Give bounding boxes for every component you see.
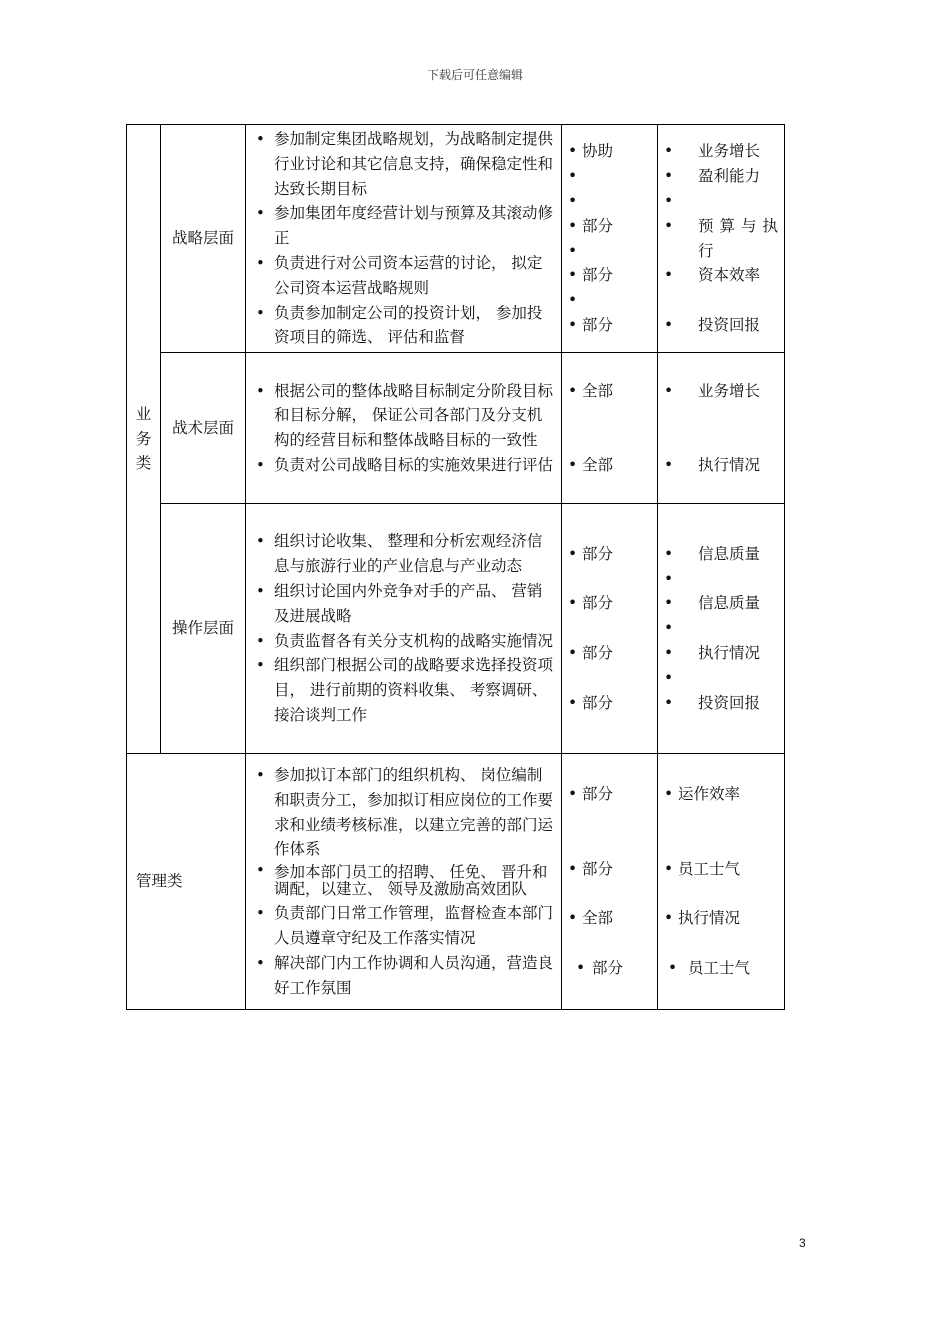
indicator-value: 信息质量 <box>698 594 761 613</box>
list-item: • 参加制定集团战略规划，为战略制定提供行业讨论和其它信息支持，确保稳定性和达致长期目标 <box>256 127 555 201</box>
authority-value: 全部 <box>582 455 614 474</box>
authority-value: 部分 <box>582 216 614 235</box>
duties-strategic <box>246 125 562 353</box>
list-item: • 负责监督各有关分支机构的战略实施情况 <box>256 629 555 654</box>
duties-management <box>246 754 562 1010</box>
list-item: • 组织部门根据公司的战略要求选择投资项目， 进行前期的资料收集、 考察调研、 接洽谈判工作 <box>256 653 555 727</box>
authority-management: • 部分 • 部分 • 全部 • 部分 <box>562 754 658 1010</box>
indicator-value: 盈利能力 <box>698 167 761 186</box>
indicator-value: 执行情况 <box>678 909 741 928</box>
indicator-value: 业务增长 <box>698 381 761 400</box>
level-tactical: 战术层面 <box>161 353 246 504</box>
list-item: • 参加本部门员工的招聘、 任免、 晋升和调配，以建立、 领导及激励高效团队 <box>256 862 555 901</box>
indicator-value: 投资回报 <box>698 693 761 712</box>
category-business <box>127 125 161 754</box>
page-number: 3 <box>799 1236 806 1250</box>
indicator-value: 执行情况 <box>698 455 761 474</box>
header-note: 下载后可任意编辑 <box>426 68 523 82</box>
indicator-value: 行 <box>698 241 714 260</box>
authority-value: 全部 <box>582 381 614 400</box>
list-item: • 根据公司的整体战略目标制定分阶段目标和目标分解， 保证公司各部门及分支机构的经营目标和整体战略目标的一致性 <box>256 379 555 453</box>
list-item: • 负责部门日常工作管理，监督检查本部门人员遵章守纪及工作落实情况 <box>256 901 555 951</box>
table-row-operational <box>127 504 785 754</box>
indicator-value: 业务增长 <box>698 142 761 161</box>
table-row-strategic <box>127 125 785 353</box>
indicator-value: 员工士气 <box>688 959 751 978</box>
authority-strategic: • 协助 • • • 部分 • • 部分 • • 部分 <box>562 125 658 353</box>
list-item: • 解决部门内工作协调和人员沟通，营造良好工作氛围 <box>256 951 555 1001</box>
indicator-value: 预算与执 <box>698 216 785 235</box>
authority-value: 部分 <box>582 785 614 804</box>
table-row-tactical <box>127 353 785 504</box>
indicator-value: 员工士气 <box>678 859 741 878</box>
authority-value: 协助 <box>582 142 614 161</box>
indicator-value: 执行情况 <box>698 644 761 663</box>
indicators-strategic: • 业务增长 • 盈利能力 • • 预算与执 行 • 资本效率 • 投资回报 <box>658 125 785 353</box>
level-operational: 操作层面 <box>161 504 246 754</box>
authority-value: 全部 <box>582 909 614 928</box>
duties-operational <box>246 504 562 754</box>
category-business-char: 业 <box>135 404 152 423</box>
authority-tactical: • 全部 • 全部 <box>562 353 658 504</box>
authority-value: 部分 <box>582 544 614 563</box>
authority-value: 部分 <box>582 266 614 285</box>
indicator-value: 投资回报 <box>698 315 761 334</box>
indicator-value: 信息质量 <box>698 544 761 563</box>
level-strategic: 战略层面 <box>161 125 246 353</box>
table-row-management <box>127 754 785 1010</box>
duties-tactical <box>246 353 562 504</box>
authority-value: 部分 <box>582 315 614 334</box>
list-item: • 参加集团年度经营计划与预算及其滚动修正 <box>256 201 555 251</box>
authority-value: 部分 <box>582 693 614 712</box>
list-item: • 组织讨论收集、 整理和分析宏观经济信息与旅游行业的产业信息与产业动态 <box>256 529 555 579</box>
list-item: • 负责对公司战略目标的实施效果进行评估 <box>256 453 555 478</box>
authority-operational: • 部分 • 部分 • 部分 • 部分 <box>562 504 658 754</box>
list-item: • 负责参加制定公司的投资计划， 参加投资项目的筛选、 评估和监督 <box>256 301 555 351</box>
authority-value: 部分 <box>582 859 614 878</box>
duty-table <box>126 124 785 1010</box>
indicators-tactical: • 业务增长 • 执行情况 <box>658 353 785 504</box>
indicator-value: 运作效率 <box>678 785 741 804</box>
authority-value: 部分 <box>592 959 624 978</box>
indicator-value: 资本效率 <box>698 266 761 285</box>
list-item: • 组织讨论国内外竞争对手的产品、 营销及进展战略 <box>256 579 555 629</box>
list-item: • 负责进行对公司资本运营的讨论， 拟定公司资本运营战略规则 <box>256 251 555 301</box>
category-business-char: 类 <box>135 454 152 473</box>
authority-value: 部分 <box>582 594 614 613</box>
list-item: • 参加拟订本部门的组织机构、 岗位编制和职责分工，参加拟订相应岗位的工作要求和业绩考核标准，以建立完善的部门运作体系 <box>256 763 555 862</box>
indicators-management: • 运作效率 • 员工士气 • 执行情况 • 员工士气 <box>658 754 785 1010</box>
category-management: 管理类 <box>127 754 246 1010</box>
category-business-char: 务 <box>135 429 152 448</box>
indicators-operational: • 信息质量 • • 信息质量 • • 执行情况 • • 投资回报 <box>658 504 785 754</box>
authority-value: 部分 <box>582 644 614 663</box>
